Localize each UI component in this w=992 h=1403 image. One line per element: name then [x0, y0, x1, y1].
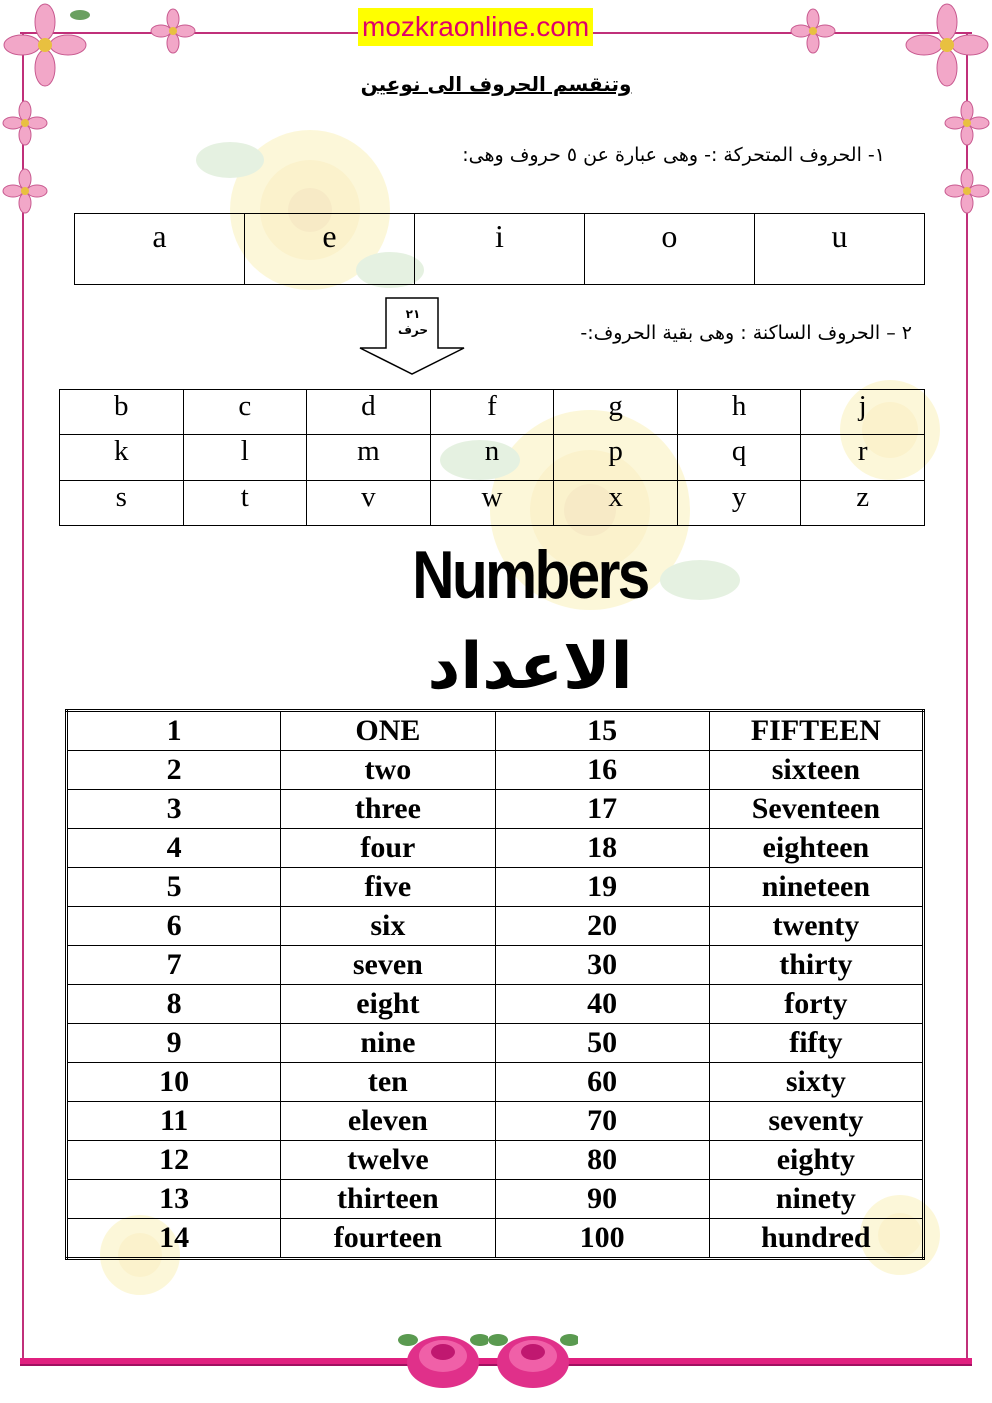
- page-frame-right: [966, 32, 968, 1362]
- number-word-cell: Seventeen: [709, 790, 923, 829]
- number-word-cell: three: [281, 790, 495, 829]
- number-digit-cell: 14: [67, 1219, 281, 1259]
- number-word-cell: forty: [709, 985, 923, 1024]
- number-word-cell: eight: [281, 985, 495, 1024]
- number-word-cell: ten: [281, 1063, 495, 1102]
- table-row: [67, 1180, 924, 1219]
- vowel-cell: o: [584, 214, 754, 285]
- number-word-cell: nineteen: [709, 868, 923, 907]
- consonant-cell: p: [554, 435, 678, 480]
- number-digit-cell: 100: [495, 1219, 709, 1259]
- number-word-cell: eleven: [281, 1102, 495, 1141]
- number-digit-cell: 17: [495, 790, 709, 829]
- table-row: [75, 214, 925, 285]
- consonant-cell: n: [430, 435, 554, 480]
- number-digit-cell: 11: [67, 1102, 281, 1141]
- table-row: [60, 480, 925, 525]
- table-row: [67, 711, 924, 751]
- site-label: mozkraonline.com: [358, 8, 593, 46]
- number-word-cell: eighteen: [709, 829, 923, 868]
- consonant-cell: h: [677, 390, 801, 435]
- number-digit-cell: 30: [495, 946, 709, 985]
- rose-icon: [488, 1326, 578, 1396]
- number-digit-cell: 10: [67, 1063, 281, 1102]
- number-digit-cell: 18: [495, 829, 709, 868]
- table-row: [67, 985, 924, 1024]
- table-row: [60, 435, 925, 480]
- flower-icon: [150, 8, 196, 54]
- consonant-cell: f: [430, 390, 554, 435]
- number-digit-cell: 40: [495, 985, 709, 1024]
- number-digit-cell: 9: [67, 1024, 281, 1063]
- table-row: [67, 1141, 924, 1180]
- table-row: [67, 751, 924, 790]
- number-digit-cell: 12: [67, 1141, 281, 1180]
- number-word-cell: nine: [281, 1024, 495, 1063]
- vowel-cell: u: [754, 214, 924, 285]
- table-row: [60, 390, 925, 435]
- number-word-cell: five: [281, 868, 495, 907]
- consonant-cell: l: [183, 435, 307, 480]
- number-word-cell: six: [281, 907, 495, 946]
- table-row: [67, 1063, 924, 1102]
- number-word-cell: twelve: [281, 1141, 495, 1180]
- arrow-word: حرف: [397, 323, 429, 337]
- numbers-title: Numbers: [412, 537, 648, 613]
- number-word-cell: ninety: [709, 1180, 923, 1219]
- number-word-cell: hundred: [709, 1219, 923, 1259]
- consonant-cell: c: [183, 390, 307, 435]
- number-word-cell: thirty: [709, 946, 923, 985]
- numbers-title-arabic: الاعداد: [427, 630, 633, 704]
- table-row: [67, 790, 924, 829]
- table-row: [67, 829, 924, 868]
- flower-icon: [790, 8, 836, 54]
- consonant-intro: ٢ – الحروف الساكنة : وهى بقية الحروف:-: [580, 322, 912, 344]
- number-word-cell: four: [281, 829, 495, 868]
- consonant-cell: w: [430, 480, 554, 525]
- table-row: [67, 946, 924, 985]
- number-word-cell: two: [281, 751, 495, 790]
- consonant-cell: b: [60, 390, 184, 435]
- table-row: [67, 1219, 924, 1259]
- rose-icon: [398, 1326, 488, 1396]
- number-digit-cell: 6: [67, 907, 281, 946]
- consonant-cell: g: [554, 390, 678, 435]
- numbers-table: [65, 709, 925, 1260]
- flower-icon: [2, 168, 48, 214]
- number-digit-cell: 19: [495, 868, 709, 907]
- numbers-table-body: [67, 711, 924, 1259]
- number-word-cell: twenty: [709, 907, 923, 946]
- number-digit-cell: 90: [495, 1180, 709, 1219]
- consonant-cell: v: [307, 480, 431, 525]
- number-word-cell: fourteen: [281, 1219, 495, 1259]
- table-row: [67, 907, 924, 946]
- table-row: [67, 1102, 924, 1141]
- vowels-table: [74, 213, 925, 285]
- number-digit-cell: 7: [67, 946, 281, 985]
- vowel-intro: ١- الحروف المتحركة :- وهى عبارة عن ٥ حروف وهى:: [462, 144, 885, 166]
- arrow-count: ٢١: [405, 307, 421, 321]
- number-digit-cell: 5: [67, 868, 281, 907]
- letters-heading: وتنقسم الحروف الى نوعين: [360, 72, 632, 96]
- number-word-cell: seventy: [709, 1102, 923, 1141]
- arrow-label: [385, 306, 441, 338]
- number-digit-cell: 15: [495, 711, 709, 751]
- consonant-cell: s: [60, 480, 184, 525]
- number-digit-cell: 4: [67, 829, 281, 868]
- number-word-cell: ONE: [281, 711, 495, 751]
- flower-icon: [0, 0, 90, 90]
- number-digit-cell: 80: [495, 1141, 709, 1180]
- consonant-cell: z: [801, 480, 925, 525]
- page-frame-left: [22, 32, 24, 1362]
- number-word-cell: fifty: [709, 1024, 923, 1063]
- number-word-cell: FIFTEEN: [709, 711, 923, 751]
- consonant-cell: m: [307, 435, 431, 480]
- number-word-cell: eighty: [709, 1141, 923, 1180]
- consonant-cell: t: [183, 480, 307, 525]
- number-digit-cell: 70: [495, 1102, 709, 1141]
- number-digit-cell: 16: [495, 751, 709, 790]
- rose-watermark: [190, 100, 430, 320]
- number-word-cell: seven: [281, 946, 495, 985]
- consonant-cell: j: [801, 390, 925, 435]
- number-word-cell: thirteen: [281, 1180, 495, 1219]
- number-word-cell: sixty: [709, 1063, 923, 1102]
- number-digit-cell: 60: [495, 1063, 709, 1102]
- number-digit-cell: 8: [67, 985, 281, 1024]
- consonants-table: [59, 389, 925, 526]
- number-digit-cell: 50: [495, 1024, 709, 1063]
- flower-icon: [944, 168, 990, 214]
- table-row: [67, 1024, 924, 1063]
- number-digit-cell: 3: [67, 790, 281, 829]
- number-digit-cell: 2: [67, 751, 281, 790]
- number-digit-cell: 13: [67, 1180, 281, 1219]
- number-digit-cell: 1: [67, 711, 281, 751]
- number-digit-cell: 20: [495, 907, 709, 946]
- table-row: [67, 868, 924, 907]
- flower-icon: [2, 100, 48, 146]
- consonant-cell: y: [677, 480, 801, 525]
- vowel-cell: a: [75, 214, 245, 285]
- vowel-cell: e: [245, 214, 415, 285]
- flower-icon: [902, 0, 992, 90]
- consonant-cell: k: [60, 435, 184, 480]
- flower-icon: [944, 100, 990, 146]
- consonant-cell: d: [307, 390, 431, 435]
- consonant-cell: x: [554, 480, 678, 525]
- number-word-cell: sixteen: [709, 751, 923, 790]
- consonant-cell: q: [677, 435, 801, 480]
- vowel-cell: i: [415, 214, 585, 285]
- consonant-cell: r: [801, 435, 925, 480]
